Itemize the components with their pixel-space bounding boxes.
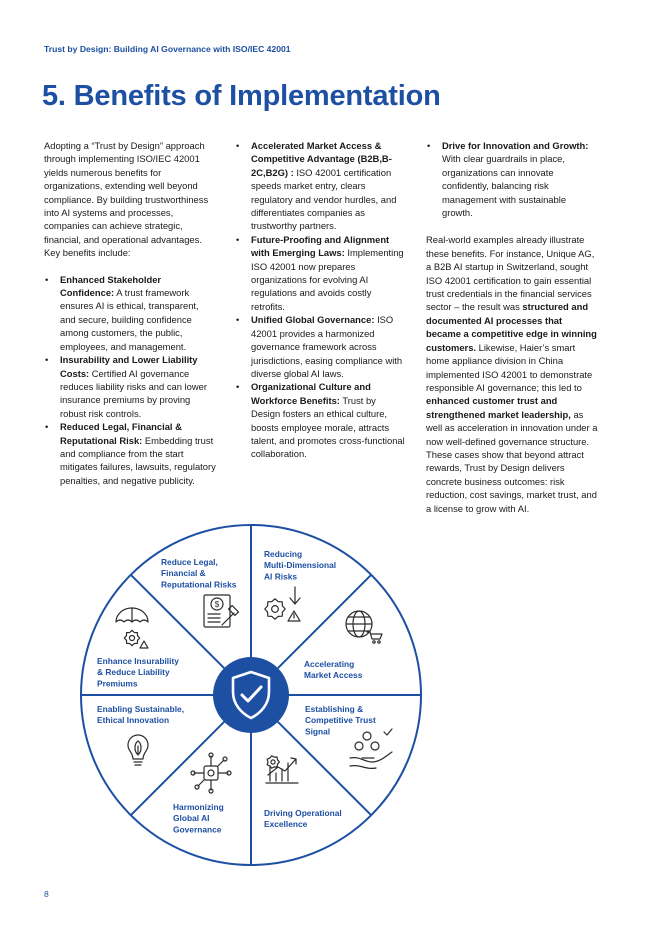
- wheel-segment-label: Enabling Sustainable, Ethical Innovation: [97, 704, 185, 726]
- benefits-list: [235, 139, 407, 461]
- text-column-1: [44, 139, 216, 487]
- benefit-text: With clear guardrails in place, organizations can innovate confidently, balancing risk management with sustainable growth.: [442, 153, 567, 219]
- examples-highlight: structured and documented AI processes that became a competitive edge in winning customers.: [426, 301, 597, 353]
- benefit-title: Insurability and Lower Liability Costs:: [60, 354, 198, 379]
- benefit-text: Certified AI governance reduces liability risks and can lower insurance premiums by proving robust risk controls.: [60, 367, 207, 419]
- benefit-item: [44, 273, 216, 353]
- benefit-title: Enhanced Stakeholder Confidence:: [60, 273, 162, 299]
- benefit-item: [426, 139, 598, 219]
- examples-text: as well as acceleration in innovation under a now well-defined governance structure. These cases show that beyond attract rewards, Trust by Design delivers concrete business outcomes: risk reduction, cost savings, market trust, and a license to grow with AI.: [426, 408, 598, 514]
- examples-text: Likewise, Haier’s smart home appliance division in China implemented ISO 42001 to demonstrate responsible AI governance; this led to: [426, 341, 593, 393]
- benefits-list: [44, 273, 216, 488]
- benefit-item: [235, 313, 407, 380]
- benefit-title: Accelerated Market Access & Competitive Advantage (B2B,B-2C,B2G) :: [251, 140, 392, 178]
- examples-text: Real-world examples already illustrate these benefits. For instance, Unique AG, a B2B AI startup in Switzerland, sought ISO 42001 certification to gain essential trust credentials in the financial services sector – the result was: [426, 234, 595, 313]
- wheel-segment-label: Driving Operational Excellence: [264, 808, 342, 830]
- benefit-text: Trust by Design fosters an ethical culture, boosts employee morale, attracts talent, and promotes cross-functional collaboration.: [251, 394, 405, 460]
- shield-check-icon: [213, 657, 289, 733]
- text-column-2: [235, 139, 407, 461]
- benefit-title: Future-Proofing and Alignment with Emerging Laws:: [251, 233, 390, 259]
- umbrella-gear-icon: [116, 608, 148, 648]
- growth-chart-icon: [266, 756, 298, 783]
- wheel-segment-label: Reduce Legal, Financial & Reputational Risks: [161, 557, 237, 590]
- wheel-segment-label: Accelerating Market Access: [304, 659, 363, 681]
- benefit-item: [44, 420, 216, 487]
- wheel-segment-label: Establishing & Competitive Trust Signal: [305, 704, 376, 737]
- benefit-item: [44, 353, 216, 420]
- wheel-segment-label: Harmonizing Global AI Governance: [173, 802, 224, 835]
- running-header: Trust by Design: Building AI Governance with ISO/IEC 42001: [44, 44, 291, 54]
- benefit-text: ISO 42001 certification speeds market entry, clears regulatory and vendor hurdles, and differentiates companies as trustworthy partners.: [251, 166, 397, 232]
- examples-paragraph: [426, 233, 598, 515]
- benefit-text: Implementing ISO 42001 now prepares organizations for evolving AI regulations and avoids costly retrofits.: [251, 247, 404, 312]
- lightbulb-leaf-icon: [128, 735, 148, 765]
- wheel-segment-label: Enhance Insurability & Reduce Liability Premiums: [97, 656, 179, 689]
- network-icon: [191, 753, 231, 793]
- wheel-divider: [277, 575, 371, 669]
- page-title: 5. Benefits of Implementation: [42, 80, 441, 112]
- benefits-wheel-diagram: [77, 521, 425, 869]
- svg-text:$: $: [214, 600, 220, 609]
- benefit-item: [235, 139, 407, 233]
- wheel-segment-label: Reducing Multi-Dimensional AI Risks: [264, 549, 337, 582]
- benefit-title: Reduced Legal, Financial & Reputational Risk:: [60, 421, 182, 446]
- benefit-text: Embedding trust and compliance from the start mitigates failures, lawsuits, regulatory penalties, and negative publicity.: [60, 434, 216, 486]
- hand-trust-icon: [350, 729, 392, 768]
- text-column-3: [426, 139, 598, 515]
- benefit-title: Drive for Innovation and Growth:: [442, 140, 589, 151]
- examples-highlight: enhanced customer trust and strengthened market leadership,: [426, 395, 571, 420]
- benefit-title: Organizational Culture and Workforce Benefits:: [251, 381, 371, 406]
- benefit-title: Unified Global Governance:: [251, 314, 375, 326]
- page-number: 8: [44, 889, 49, 899]
- legal-document-icon: [204, 595, 238, 627]
- gear-warning-icon: [265, 587, 300, 621]
- benefits-list: [426, 139, 598, 219]
- benefit-text: A trust framework ensures AI is ethical, transparent, and secure, building confidence among customers, the public, employees, and management.: [60, 287, 199, 352]
- benefit-item: [235, 233, 407, 313]
- global-market-icon: [346, 611, 382, 643]
- benefit-text: ISO 42001 provides a harmonized governance framework across jurisdictions, easing compliance with diverse global AI laws.: [251, 314, 403, 379]
- intro-paragraph: Adopting a “Trust by Design” approach through implementing ISO/IEC 42001 yields numerous benefits for organizations, extending well beyond compliance. By building trustworthiness into AI systems and processes, companies can achieve strategic, financial, and operational advantages. Key benefits include:: [44, 140, 209, 259]
- benefit-item: [235, 380, 407, 460]
